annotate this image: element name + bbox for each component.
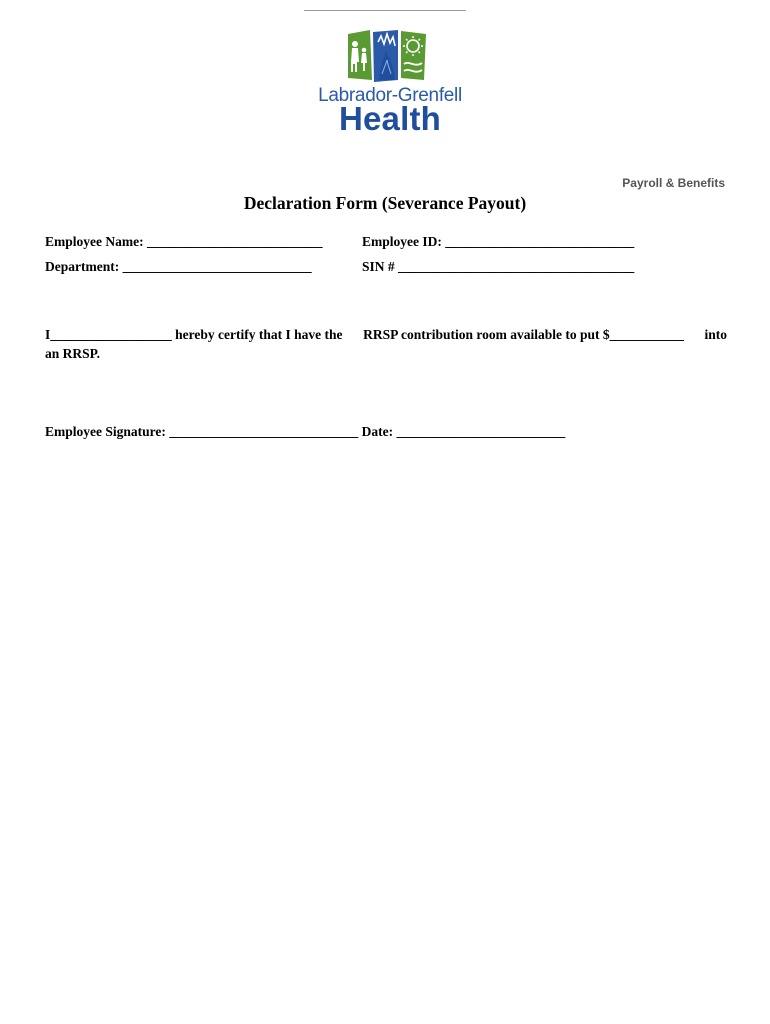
certification-amount-blank[interactable]: RRSP contribution room available to put $___________ [363, 327, 684, 342]
top-rule [304, 10, 466, 11]
sin-field[interactable]: SIN # ___________________________________ [362, 259, 635, 274]
certification-name-blank[interactable]: I__________________ hereby certify that I have the [45, 327, 343, 342]
signature-date-line[interactable]: Employee Signature: ____________________________ Date: _________________________ [45, 424, 566, 439]
employee-name-field[interactable]: Employee Name: __________________________ [45, 234, 323, 249]
department-label: Payroll & Benefits [622, 176, 725, 190]
certification-line-2: an RRSP. [45, 346, 101, 361]
form-title: Declaration Form (Severance Payout) [243, 193, 527, 213]
labrador-grenfell-health-logo [310, 28, 470, 138]
logo-mark-icon [346, 28, 428, 84]
certification-line-1 [45, 325, 727, 344]
logo-text-line2: Health [338, 100, 442, 137]
logo-text-line1: Labrador-Grenfell [318, 85, 462, 106]
certification-into: into [704, 327, 727, 342]
department-field[interactable]: Department: ____________________________ [45, 259, 312, 274]
certification-statement [45, 325, 727, 363]
employee-id-field[interactable]: Employee ID: ____________________________ [362, 234, 635, 249]
